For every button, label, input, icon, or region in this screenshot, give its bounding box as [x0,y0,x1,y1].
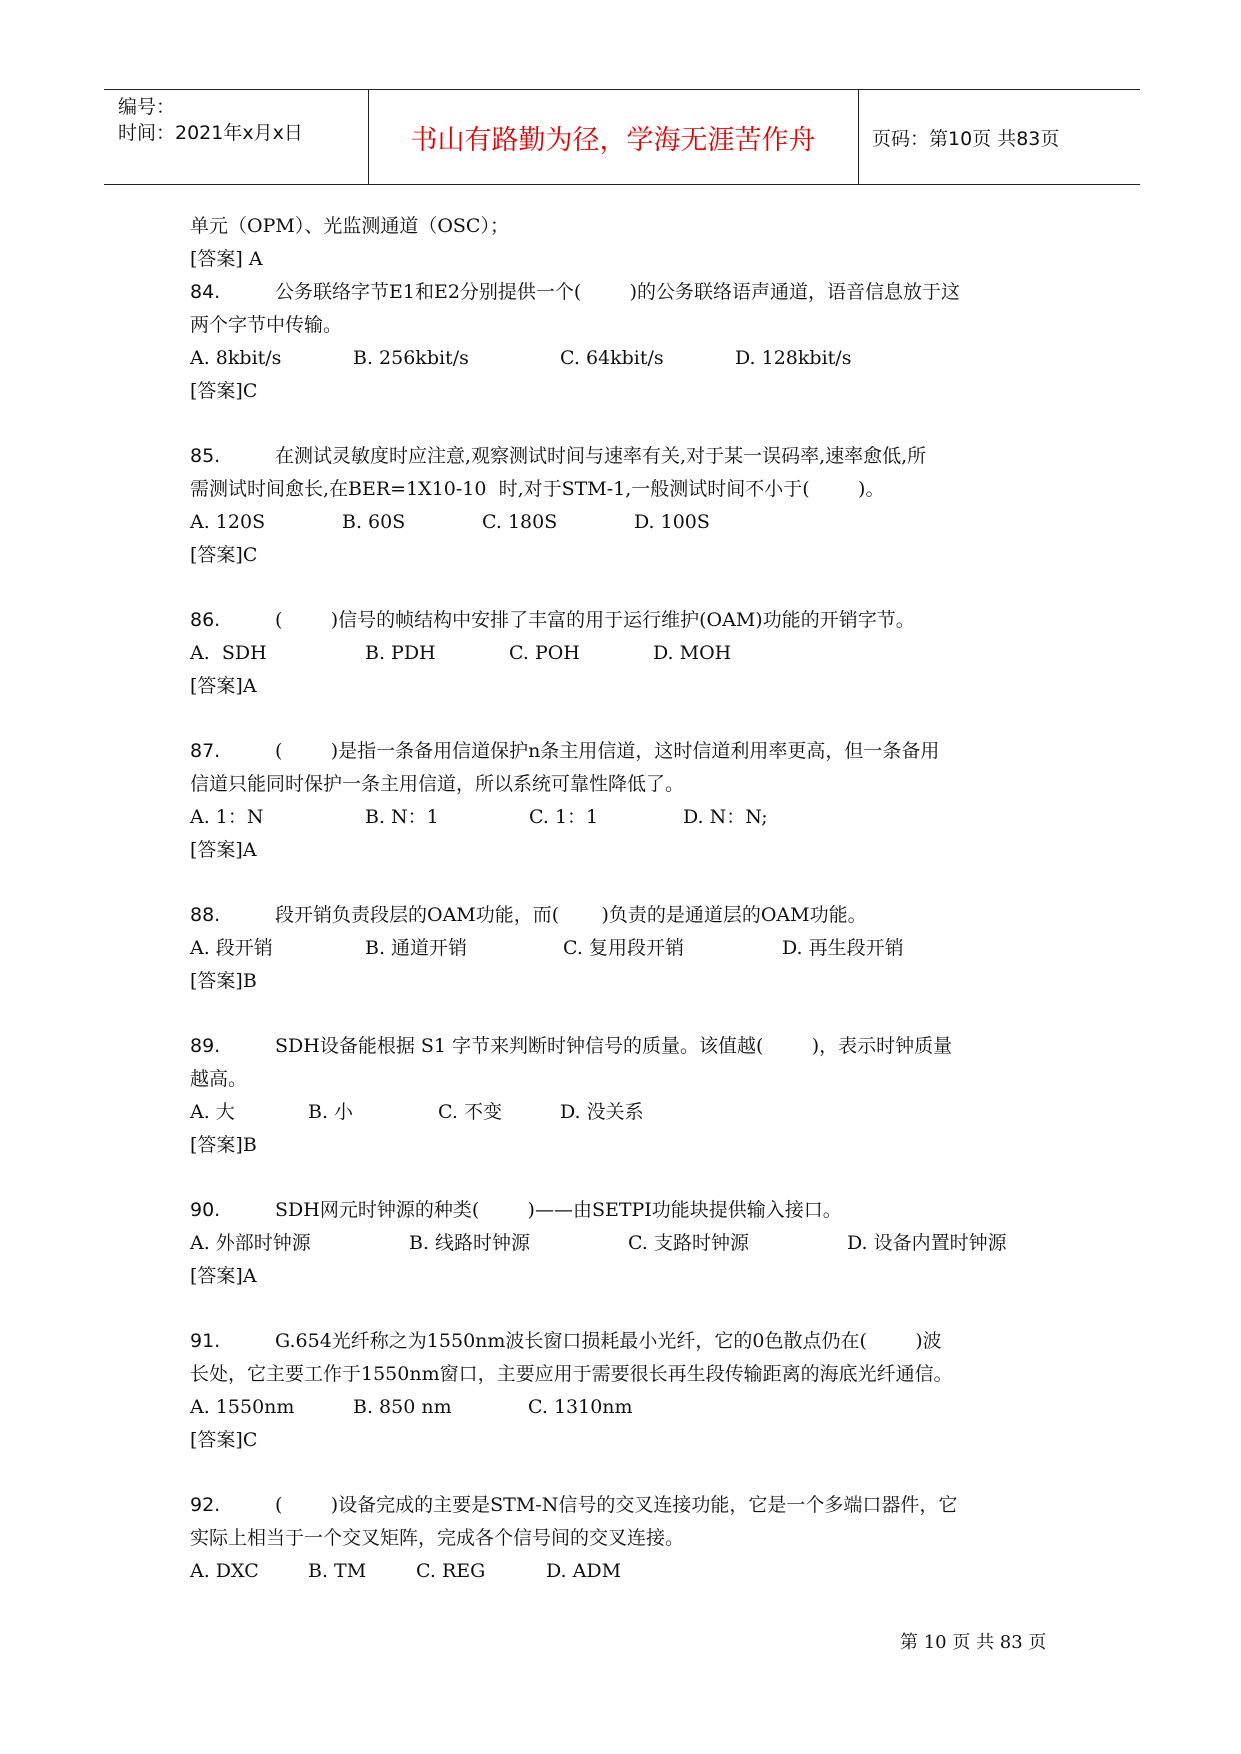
question-text-cont: 长处，它主要工作于1550nm窗口，主要应用于需要很长再生段传输距离的海底光纤通信。 [190,1363,953,1385]
option-c: C. 1：1 [529,806,599,828]
option-b: B. 256kbit/s [353,347,469,369]
options-row [190,801,1070,834]
options-row [190,342,1070,375]
option-d: D. 128kbit/s [735,347,852,369]
question-number: 90. [190,1199,221,1221]
option-c: C. 1310nm [528,1396,633,1418]
option-a: A. 1：N [190,806,264,828]
option-b: B. PDH [365,642,436,664]
question-text: 在测试灵敏度时应注意,观察测试时间与速率有关,对于某一误码率,速率愈低,所 [275,445,927,467]
answer: [答案]C [190,544,258,566]
answer: [答案]A [190,839,257,861]
question-number: 85. [190,445,221,467]
question-text: SDH网元时钟源的种类( )——由SETPI功能块提供输入接口。 [275,1199,842,1221]
option-b: B. TM [308,1560,367,1582]
answer: [答案]B [190,970,257,992]
option-c: C. POH [509,642,580,664]
option-d: D. 设备内置时钟源 [847,1232,1007,1254]
header-page-cell [858,90,1140,184]
option-a: A. 外部时钟源 [190,1232,311,1254]
doc-time-label: 时间：2021年x月x日 [118,122,303,144]
option-c: C. 180S [482,511,558,533]
options-row [190,506,1070,539]
doc-number-label: 编号： [118,96,176,118]
question-number: 89. [190,1035,221,1057]
option-a: A. 8kbit/s [190,347,282,369]
options-row [190,1555,1070,1588]
question-90 [190,1194,1070,1293]
motto: 书山有路勤为径，学海无涯苦作舟 [410,124,816,156]
question-number: 91. [190,1330,221,1352]
page-header [104,89,1140,185]
intro-line: 单元（OPM）、光监测通道（OSC）； [190,215,509,237]
option-d: D. ADM [546,1560,622,1582]
header-left-cell [104,90,369,184]
question-text-cont: 信道只能同时保护一条主用信道，所以系统可靠性降低了。 [190,773,685,795]
question-number: 84. [190,281,221,303]
option-a: A. DXC [190,1560,259,1582]
question-number: 92. [190,1494,221,1516]
option-c: C. 不变 [438,1101,502,1123]
options-row [190,1096,1070,1129]
option-d: D. N：N; [683,806,768,828]
options-row [190,932,1070,965]
question-87 [190,735,1070,867]
option-c: C. 支路时钟源 [628,1232,749,1254]
question-text: ( )是指一条备用信道保护n条主用信道，这时信道利用率更高，但一条备用 [275,740,940,762]
question-text: 公务联络字节E1和E2分别提供一个( )的公务联络语声通道，语音信息放于这 [275,281,961,303]
options-row [190,1391,1070,1424]
answer: [答案]A [190,1265,257,1287]
question-91 [190,1325,1070,1457]
question-text: SDH设备能根据 S1 字节来判断时钟信号的质量。该值越( )，表示时钟质量 [275,1035,953,1057]
answer: [答案]C [190,1429,258,1451]
question-number: 88. [190,904,221,926]
answer: [答案]A [190,675,257,697]
question-number: 87. [190,740,221,762]
question-84 [190,276,1070,408]
option-b: B. N：1 [365,806,439,828]
question-text: ( )信号的帧结构中安排了丰富的用于运行维护(OAM)功能的开销字节。 [275,609,915,631]
header-motto-cell [368,90,859,184]
page-footer: 第 10 页 共 83 页 [900,1632,1047,1653]
question-number: 86. [190,609,221,631]
question-85 [190,440,1070,572]
option-b: B. 通道开销 [365,937,468,959]
question-86 [190,604,1070,703]
question-92 [190,1489,1070,1588]
page-count-label: 页码：第10页 共83页 [872,127,1060,150]
option-d: D. 没关系 [560,1101,644,1123]
option-c: C. 复用段开销 [563,937,684,959]
answer: [答案]B [190,1134,257,1156]
question-89 [190,1030,1070,1162]
option-c: C. REG [416,1560,486,1582]
option-b: B. 850 nm [353,1396,452,1418]
options-row [190,1227,1070,1260]
option-d: D. 100S [634,511,710,533]
question-text-cont: 需测试时间愈长,在BER=1X10-10 时,对于STM-1,一般测试时间不小于( )。 [190,478,885,500]
option-c: C. 64kbit/s [560,347,664,369]
option-d: D. 再生段开销 [782,937,904,959]
option-a: A. 1550nm [190,1396,295,1418]
question-text: ( )设备完成的主要是STM-N信号的交叉连接功能，它是一个多端口器件，它 [275,1494,958,1516]
question-text: 段开销负责段层的OAM功能，而( )负责的是通道层的OAM功能。 [275,904,867,926]
question-text: G.654光纤称之为1550nm波长窗口损耗最小光纤，它的0色散点仍在( )波 [275,1330,942,1352]
question-text-cont: 两个字节中传输。 [190,314,343,336]
question-list [190,210,1070,1588]
answer: [答案]C [190,380,258,402]
intro-answer: [答案] A [190,248,263,270]
question-text-cont: 实际上相当于一个交叉矩阵，完成各个信号间的交叉连接。 [190,1527,685,1549]
question-88 [190,899,1070,998]
option-a: A. 段开销 [190,937,273,959]
option-d: D. MOH [653,642,732,664]
option-a: A. SDH [190,642,267,664]
options-row [190,637,1070,670]
question-text-cont: 越高。 [190,1068,248,1090]
option-a: A. 大 [190,1101,235,1123]
option-b: B. 60S [342,511,406,533]
option-b: B. 线路时钟源 [409,1232,531,1254]
option-b: B. 小 [308,1101,354,1123]
option-a: A. 120S [190,511,266,533]
